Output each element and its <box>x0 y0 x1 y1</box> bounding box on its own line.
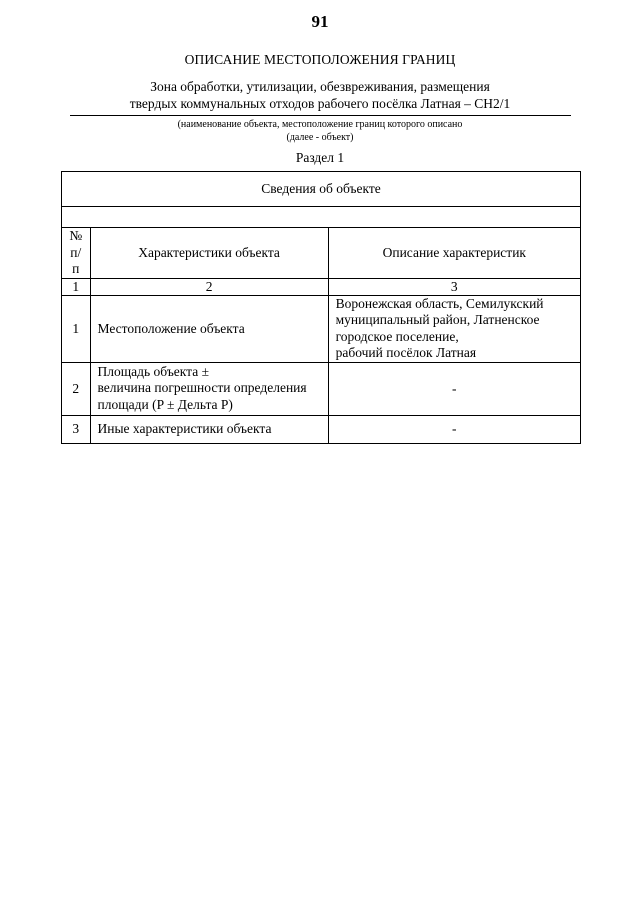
description-line: городское поселение, <box>335 328 459 344</box>
object-name-caption <box>0 118 640 144</box>
table-header-row <box>62 172 581 207</box>
caption-line-2: (далее - объект) <box>286 132 354 143</box>
characteristic-line: Площадь объекта ± <box>97 363 210 379</box>
column-header-characteristics: Характеристики объекта <box>90 228 328 279</box>
row-number: 1 <box>62 295 91 362</box>
row-number: 3 <box>62 415 91 443</box>
row-characteristic: Местоположение объекта <box>90 295 328 362</box>
row-description: - <box>328 415 580 443</box>
table-empty-row <box>62 207 581 228</box>
column-header-number-line-2: п/п <box>70 244 82 276</box>
row-description <box>328 295 580 362</box>
column-number-1: 1 <box>62 278 91 295</box>
document-title: ОПИСАНИЕ МЕСТОПОЛОЖЕНИЯ ГРАНИЦ <box>184 52 456 67</box>
table-empty-cell <box>62 207 581 228</box>
table-row <box>62 295 581 362</box>
column-headers-row <box>62 228 581 279</box>
row-number: 2 <box>62 362 91 415</box>
column-number-3: 3 <box>328 278 580 295</box>
caption-line-1: (наименование объекта, местоположение границ которого описано <box>177 119 463 130</box>
description-line: рабочий посёлок Латная <box>335 345 477 360</box>
object-info-table <box>61 171 581 444</box>
characteristic-line: величина погрешности определения <box>97 380 307 396</box>
row-characteristic: Иные характеристики объекта <box>90 415 328 443</box>
page-number: 91 <box>311 12 329 31</box>
column-header-number <box>62 228 91 279</box>
table-row <box>62 362 581 415</box>
section-title: Раздел 1 <box>295 150 345 165</box>
object-name-underline <box>70 115 571 116</box>
object-name <box>62 78 578 112</box>
description-line: Воронежская область, Семилукский <box>335 295 544 311</box>
row-description: - <box>328 362 580 415</box>
column-header-number-line-1: № <box>69 228 83 243</box>
characteristic-line: площади (P ± Дельта P) <box>97 396 233 412</box>
table-header: Сведения об объекте <box>62 172 581 207</box>
table-row <box>62 415 581 443</box>
column-number-2: 2 <box>90 278 328 295</box>
column-numbers-row <box>62 278 581 295</box>
row-characteristic <box>90 362 328 415</box>
object-name-line-1: Зона обработки, утилизации, обезвреживания, размещения <box>150 79 490 94</box>
object-name-line-2: твердых коммунальных отходов рабочего посёлка Латная – СН2/1 <box>129 96 511 111</box>
description-line: муниципальный район, Латненское <box>335 312 540 327</box>
column-header-description: Описание характеристик <box>328 228 580 279</box>
